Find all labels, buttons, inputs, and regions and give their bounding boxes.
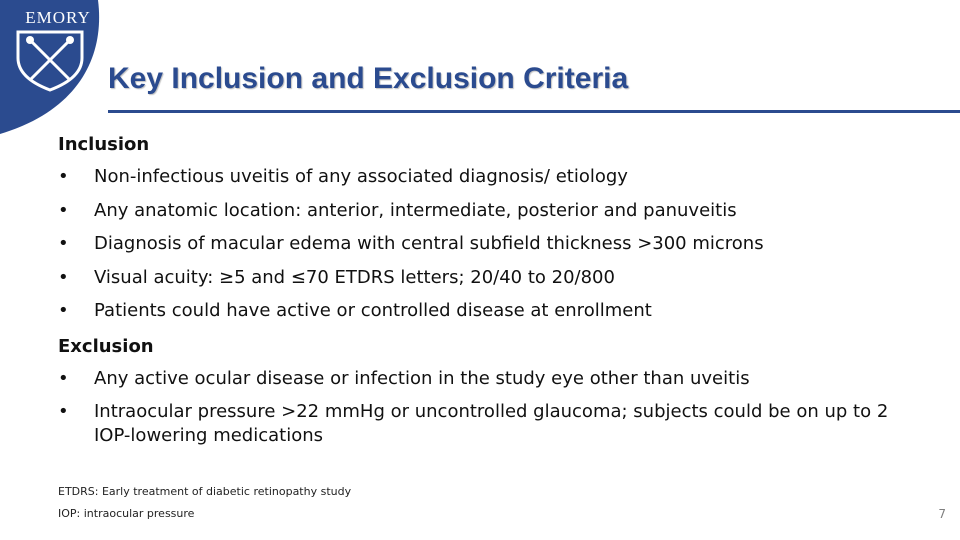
inclusion-item bbox=[58, 299, 928, 323]
title-divider bbox=[108, 110, 960, 113]
inclusion-item bbox=[58, 232, 928, 256]
bullet-icon: • bbox=[58, 233, 69, 254]
slide-title: Key Inclusion and Exclusion Criteria bbox=[108, 62, 629, 95]
bullet-icon: • bbox=[58, 367, 69, 389]
bullet-icon: • bbox=[58, 266, 69, 288]
exclusion-item bbox=[58, 400, 928, 448]
exclusion-item-text: Any active ocular disease or infection in the study eye other than uveitis bbox=[94, 367, 750, 389]
criteria-content bbox=[58, 131, 928, 458]
bullet-icon: • bbox=[58, 199, 69, 221]
logo-wordmark: EMORY bbox=[25, 8, 91, 27]
footnote-iop: IOP: intraocular pressure bbox=[58, 507, 195, 520]
exclusion-item-text: Intraocular pressure >22 mmHg or uncontrolled glaucoma; subjects could be on up to 2 IOP-lowering medications bbox=[94, 401, 889, 446]
exclusion-heading: Exclusion bbox=[58, 335, 154, 357]
emory-logo bbox=[0, 0, 110, 140]
inclusion-item-text: Any anatomic location: anterior, intermediate, posterior and panuveitis bbox=[94, 199, 737, 221]
page-number: 7 bbox=[938, 507, 946, 521]
inclusion-item-text: Non-infectious uveitis of any associated diagnosis/ etiology bbox=[94, 166, 628, 187]
inclusion-item bbox=[58, 165, 928, 189]
inclusion-item bbox=[58, 199, 928, 223]
footnote-etdrs: ETDRS: Early treatment of diabetic retinopathy study bbox=[58, 485, 352, 498]
exclusion-item bbox=[58, 367, 928, 391]
inclusion-item-text: Diagnosis of macular edema with central subfield thickness >300 microns bbox=[94, 233, 764, 254]
inclusion-heading: Inclusion bbox=[58, 134, 150, 155]
bullet-icon: • bbox=[58, 166, 69, 187]
bullet-icon: • bbox=[58, 401, 69, 422]
inclusion-item bbox=[58, 266, 928, 290]
bullet-icon: • bbox=[58, 300, 69, 321]
inclusion-item-text: Patients could have active or controlled disease at enrollment bbox=[94, 300, 652, 321]
inclusion-item-text: Visual acuity: ≥5 and ≤70 ETDRS letters; 20/40 to 20/800 bbox=[94, 266, 615, 288]
footnotes bbox=[58, 484, 351, 528]
